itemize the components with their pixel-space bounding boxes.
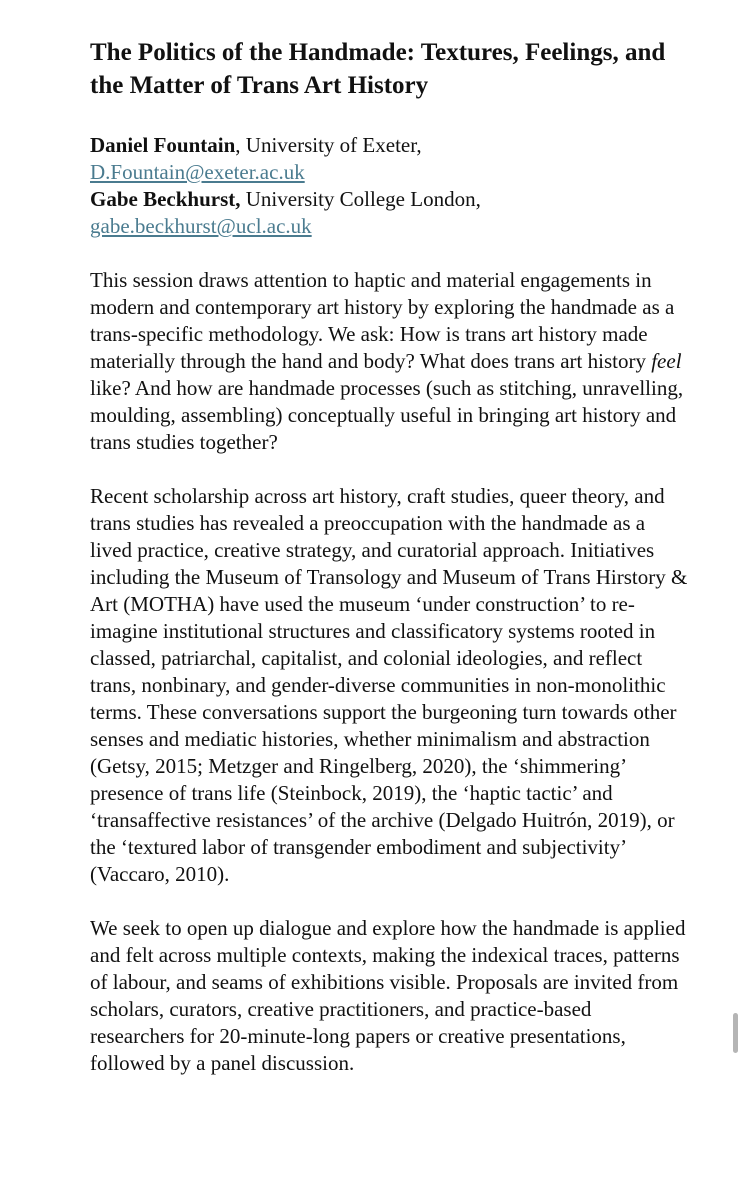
document-title: The Politics of the Handmade: Textures, Feelings, and the Matter of Trans Art History xyxy=(90,39,666,99)
paragraph-scholarship: Recent scholarship across art history, craft studies, queer theory, and trans studies has revealed a preoccupation with the handmade as a lived practice, creative strategy, and curatorial approach. Initiatives including the Museum of Transology and Museum of Trans Hirstory & Art (MOTHA) have used the museum ‘under construction’ to re-imagine institutional structures and classificatory systems rooted in classed, patriarchal, capitalist, and colonial ideologies, and reflect trans, nonbinary, and gender-diverse communities in non-monolithic terms. These conversations support the burgeoning turn towards other senses and mediatic histories, whether minimalism and abstraction (Getsy, 2015; Metzger and Ringelberg, 2020), the ‘shimmering’ presence of trans life (Steinbock, 2019), the ‘haptic tactic’ and ‘transaffective resistances’ of the archive (Delgado Huitrón, 2019), or the ‘textured labor of transgender embodiment and subjectivity’ (Vaccaro, 2010). xyxy=(90,484,688,886)
paragraph-call: We seek to open up dialogue and explore how the handmade is applied and felt across multiple contexts, making the indexical traces, patterns of labour, and seams of exhibitions visible. Proposals are invited from scholars, curators, creative practitioners, and practice-based researchers for 20-minute-long papers or creative presentations, followed by a panel discussion. xyxy=(90,916,686,1075)
scroll-indicator[interactable] xyxy=(733,1013,738,1053)
author-email-row xyxy=(90,159,690,186)
paragraph-text: This session draws attention to haptic and material engagements in modern and contemporary art history by exploring the handmade as a trans-specific methodology. We ask: How is trans art history made materially through the hand and body? What does trans art history xyxy=(90,268,675,373)
author-entry xyxy=(90,132,690,159)
author-email-row xyxy=(90,213,690,240)
author-entry xyxy=(90,186,690,213)
author-name: Daniel Fountain xyxy=(90,133,236,157)
author-affiliation: , University of Exeter, xyxy=(235,133,422,157)
author-email-link[interactable]: gabe.beckhurst@ucl.ac.uk xyxy=(90,214,312,238)
author-list xyxy=(90,132,690,240)
paragraph-intro xyxy=(90,267,690,456)
paragraph-text: like? And how are handmade processes (such as stitching, unravelling, moulding, assembling) conceptually useful in bringing art history and trans studies together? xyxy=(90,376,684,454)
author-affiliation: University College London, xyxy=(240,187,481,211)
document-page xyxy=(90,36,690,1104)
author-name: Gabe Beckhurst, xyxy=(90,187,241,211)
emphasis-text: feel xyxy=(651,349,682,373)
author-email-link[interactable]: D.Fountain@exeter.ac.uk xyxy=(90,160,305,184)
